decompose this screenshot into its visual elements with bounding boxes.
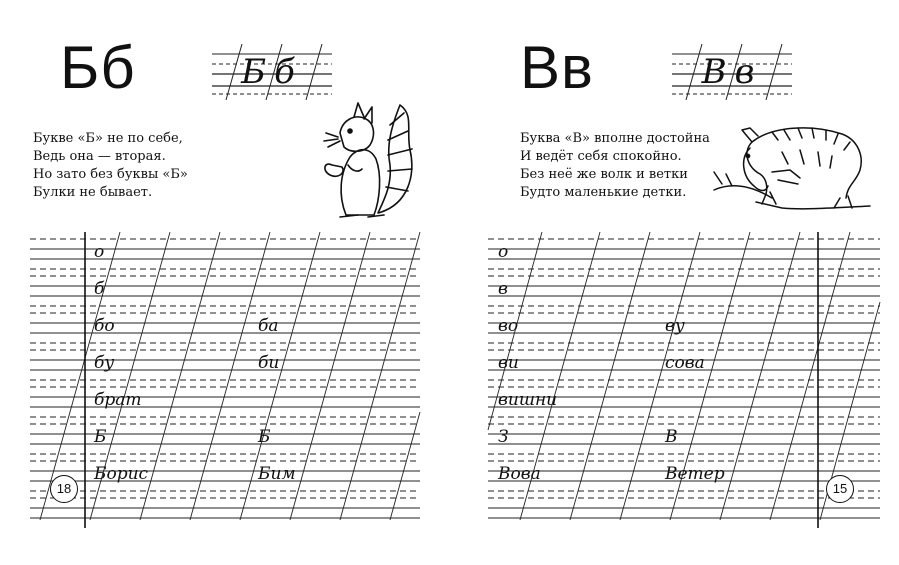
exercise-text: вишни	[498, 390, 558, 410]
page-number: 15	[826, 475, 854, 503]
left-page	[0, 0, 449, 565]
poem-line: Букве «Б» не по себе,	[33, 131, 183, 146]
exercise-text: ви	[498, 353, 519, 373]
poem-line: Булки не бывает.	[33, 185, 153, 200]
exercise-text: Вова	[498, 464, 541, 484]
poem-line: Ведь она — вторая.	[33, 149, 166, 164]
exercise-text: Борис	[94, 464, 149, 484]
exercise-text: Бим	[258, 464, 296, 484]
exercise-text: брат	[94, 390, 142, 410]
exercise-text: Б	[258, 427, 271, 447]
exercise-text: Б	[94, 427, 107, 447]
exercise-text: З	[498, 427, 509, 447]
poem-line: Но зато без буквы «Б»	[33, 167, 188, 182]
exercise-text: о	[94, 242, 105, 262]
exercise-text: о	[498, 242, 509, 262]
page-number: 18	[50, 475, 78, 503]
exercise-text: сова	[665, 353, 705, 373]
exercise-text: Ветер	[665, 464, 725, 484]
script-letters: Бб	[241, 52, 303, 92]
exercise-text: в	[498, 279, 508, 299]
poem-line: Без неё же волк и ветки	[520, 167, 688, 182]
exercise-text: б	[94, 279, 105, 299]
exercise-text: бу	[94, 353, 115, 373]
exercise-text: В	[665, 427, 678, 447]
poem-line: Буква «В» вполне достойна	[520, 131, 710, 146]
right-page	[450, 0, 899, 565]
exercise-text: бо	[94, 316, 115, 336]
poem-line: Будто маленькие детки.	[520, 185, 687, 200]
script-letters: Вв	[701, 52, 763, 92]
exercise-text: ба	[258, 316, 279, 336]
exercise-text: во	[498, 316, 519, 336]
exercise-text: би	[258, 353, 280, 373]
letter-heading: Вв	[520, 34, 594, 101]
exercise-text: ву	[665, 316, 685, 336]
letter-heading: Бб	[60, 34, 136, 101]
poem-line: И ведёт себя спокойно.	[520, 149, 682, 164]
